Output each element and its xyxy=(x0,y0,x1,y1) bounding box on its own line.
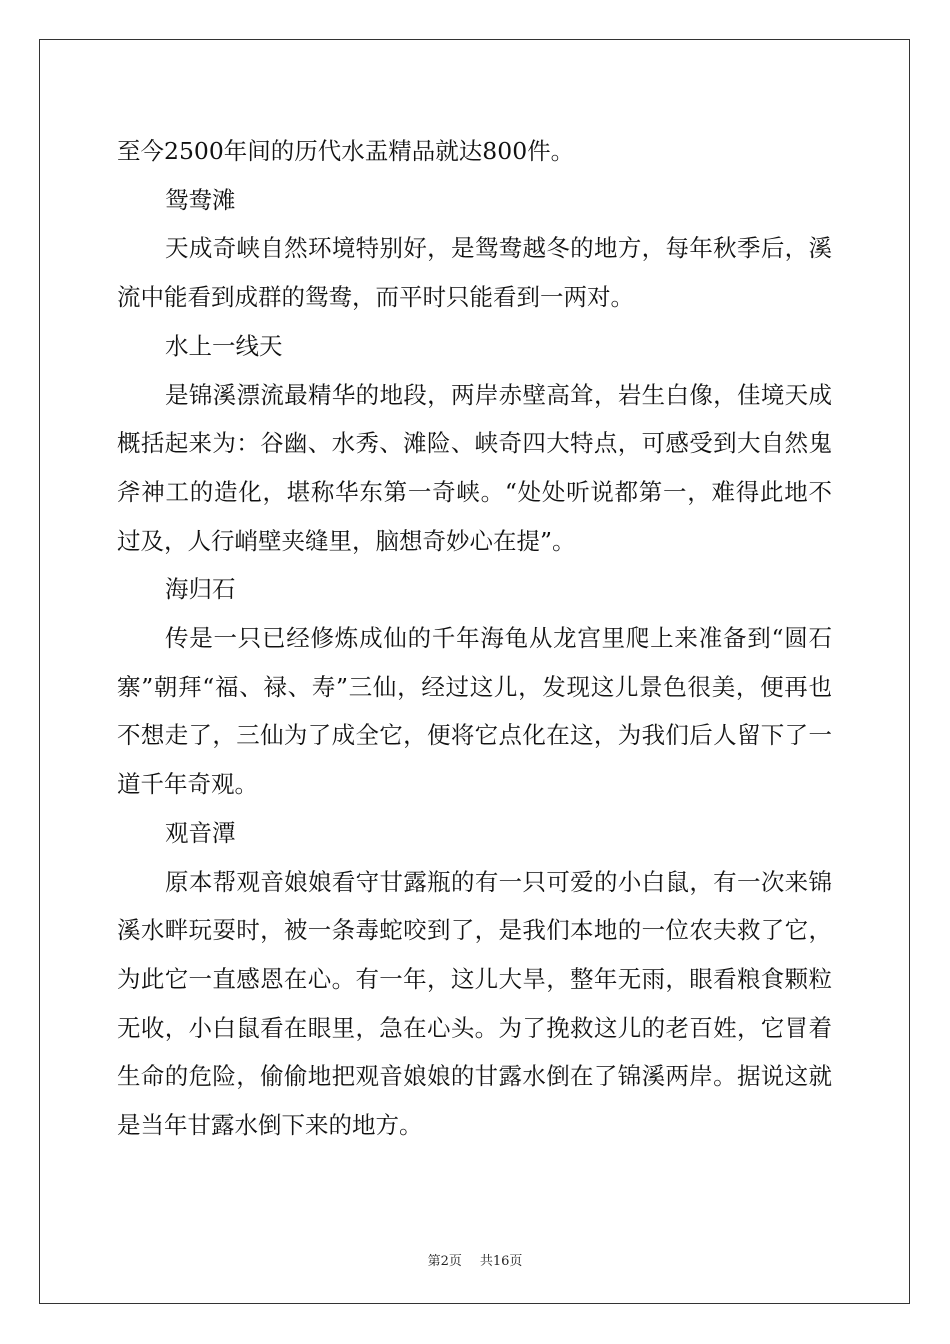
paragraph: 原本帮观音娘娘看守甘露瓶的有一只可爱的小白鼠，有一次来锦溪水畔玩耍时，被一条毒蛇咬到了，是我们本地的一位农夫救了它，为此它一直感恩在心。有一年，这儿大旱，整年无雨，眼看粮食颗粒无收，小白鼠看在眼里，急在心头。为了挽救这儿的老百姓，它冒着生命的危险，偷偷地把观音娘娘的甘露水倒在了锦溪两岸。据说这就是当年甘露水倒下来的地方。 xyxy=(117,867,832,1140)
page-total: 共16页 xyxy=(479,1254,523,1269)
section-heading: 水上一线天 xyxy=(165,331,283,360)
paragraph: 传是一只已经修炼成仙的千年海龟从龙宫里爬上来准备到“圆石寨”朝拜“福、禄、寿”三仙，经过这儿，发现这儿景色很美，便再也不想走了，三仙为了成全它，便将它点化在这，为我们后人留下了一道千年奇观。 xyxy=(117,624,832,799)
page-footer xyxy=(0,1250,950,1269)
section-heading: 鸳鸯滩 xyxy=(165,185,236,214)
page-number: 第2页 xyxy=(427,1254,462,1269)
document-body xyxy=(117,127,832,1150)
paragraph: 天成奇峡自然环境特别好，是鸳鸯越冬的地方，每年秋季后，溪流中能看到成群的鸳鸯，而平时只能看到一两对。 xyxy=(117,234,832,312)
section-heading: 海归石 xyxy=(165,575,236,604)
paragraph: 至今2500年间的历代水盂精品就达800件。 xyxy=(117,137,575,165)
paragraph: 是锦溪漂流最精华的地段，两岸赤壁高耸，岩生白像，佳境天成概括起来为：谷幽、水秀、滩险、峡奇四大特点，可感受到大自然鬼斧神工的造化，堪称华东第一奇峡。“处处听说都第一，难得此地不过及，人行峭壁夹缝里，脑想奇妙心在提”。 xyxy=(117,380,832,555)
section-heading: 观音潭 xyxy=(165,818,236,847)
